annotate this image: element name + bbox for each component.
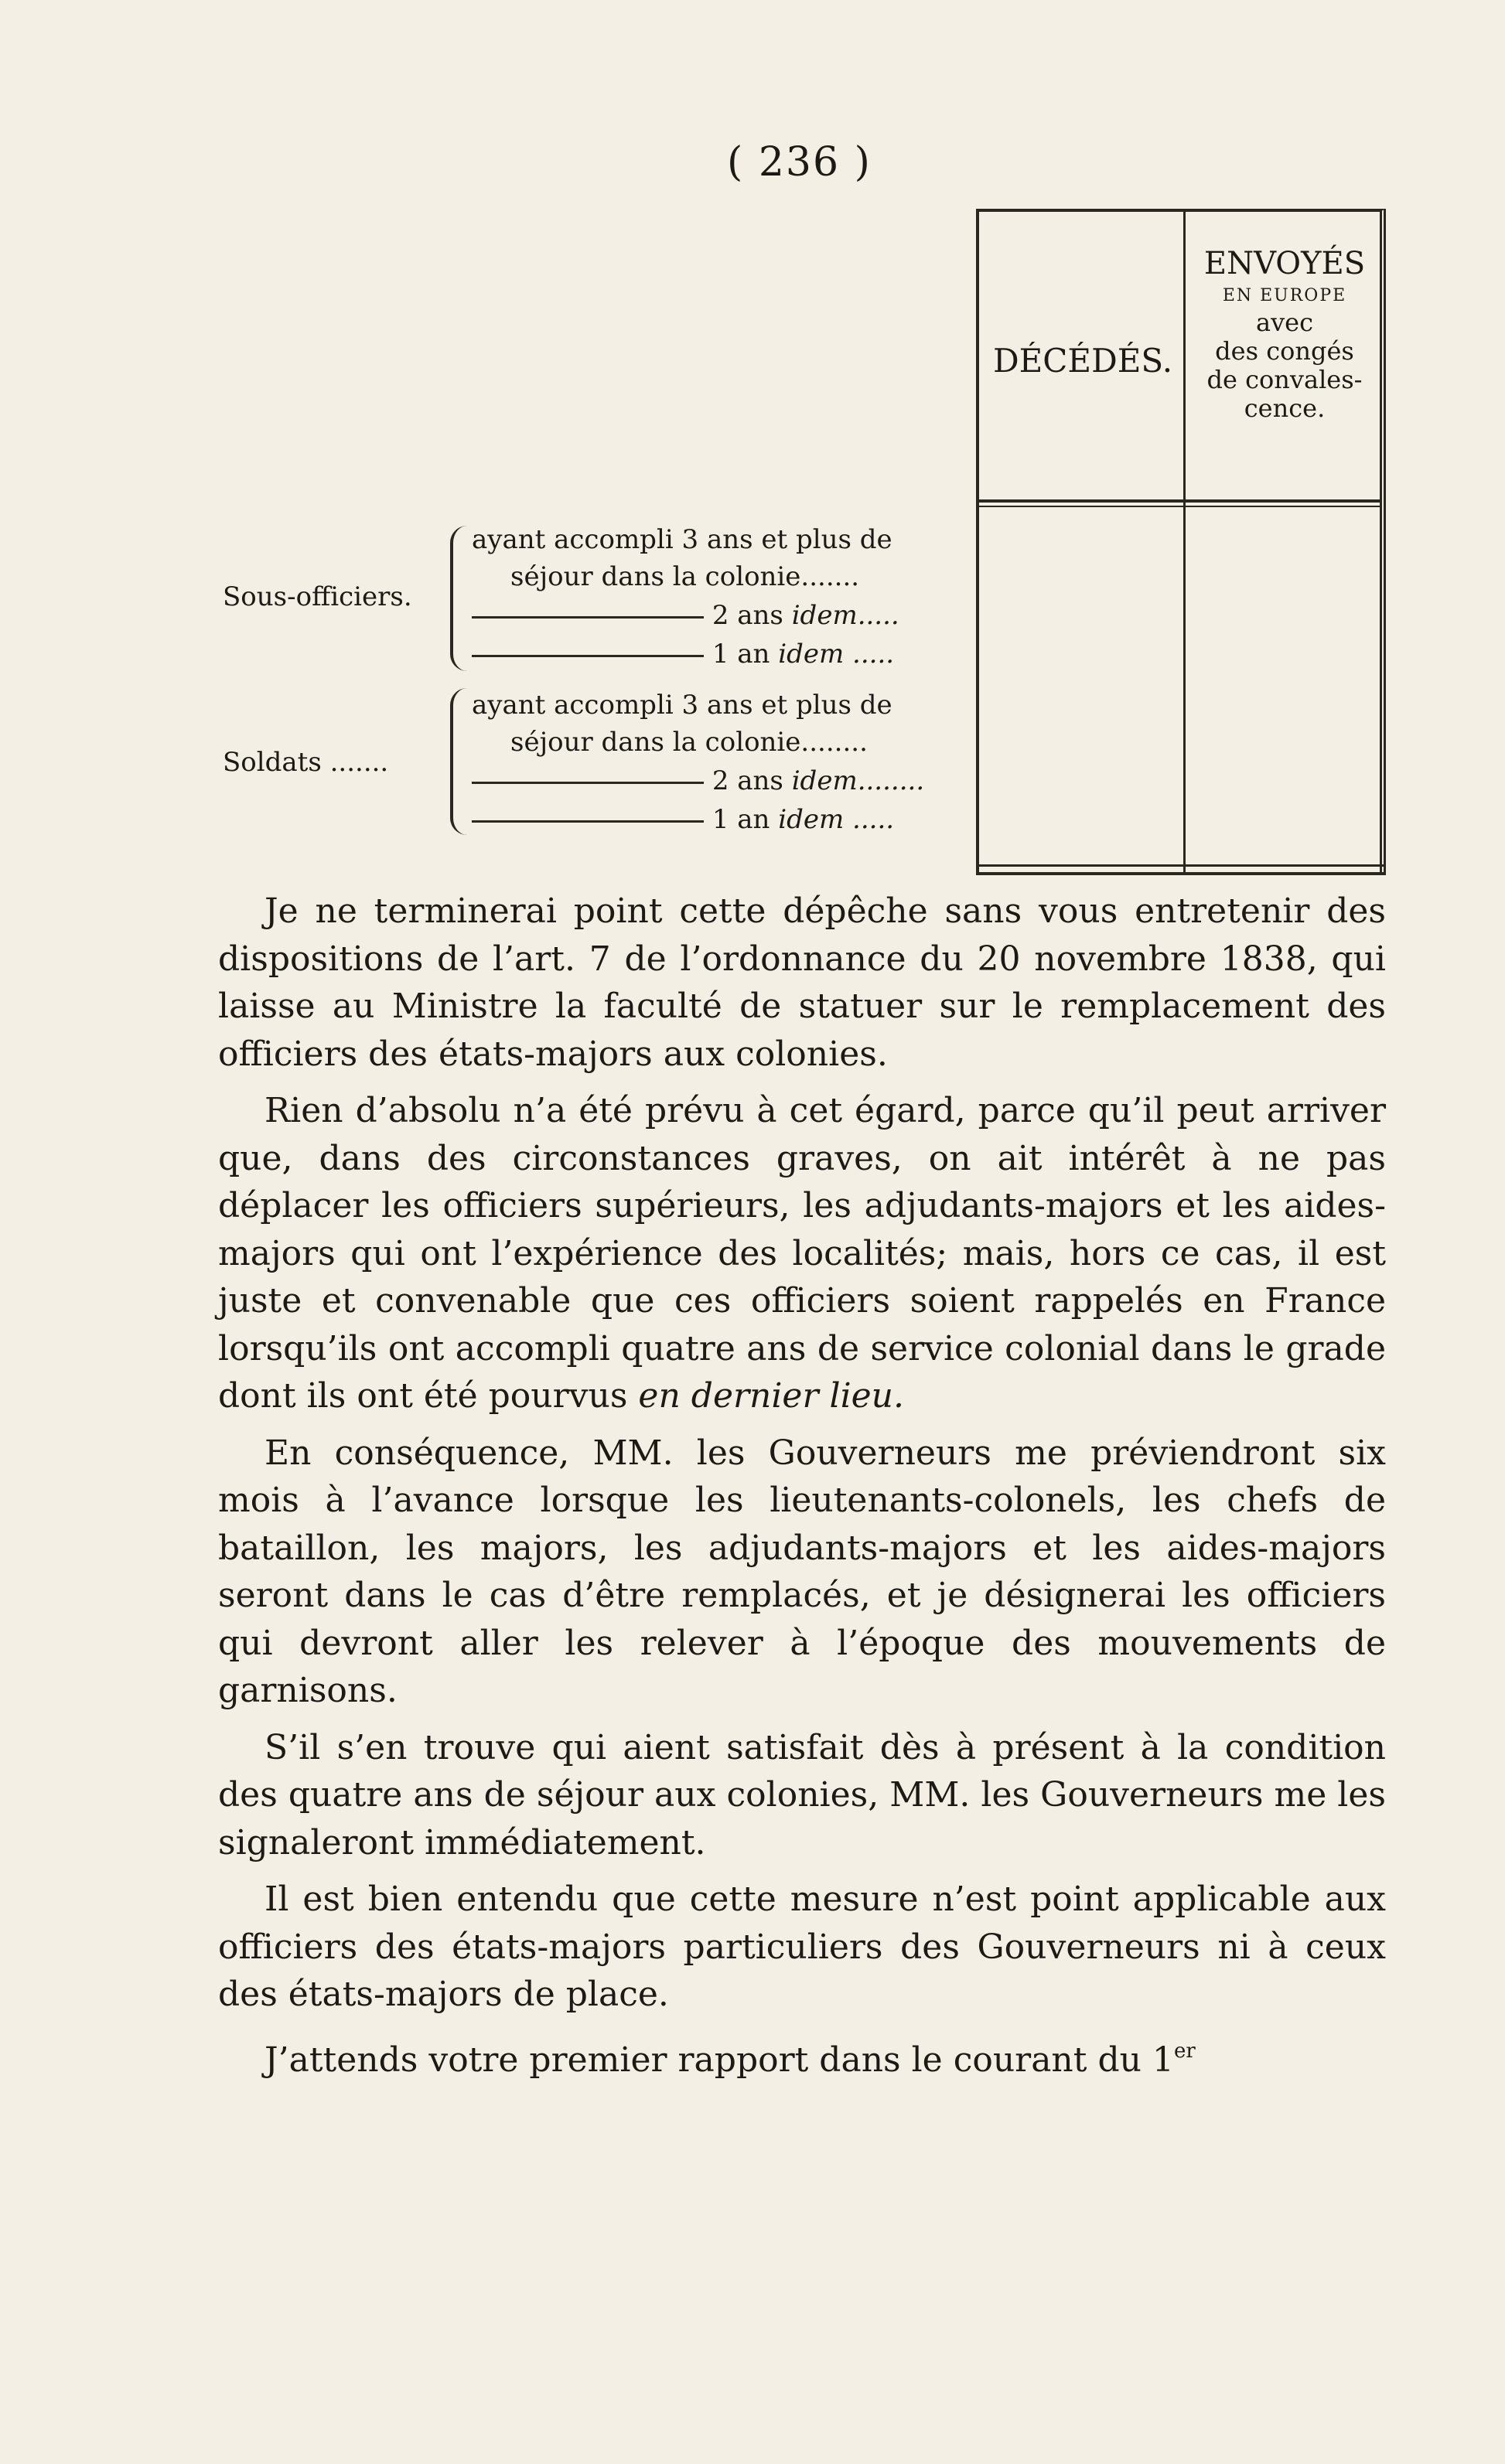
row-value: 2 ans xyxy=(712,765,783,796)
row-sous-officiers-3ans: ayant accompli 3 ans et plus de xyxy=(472,524,892,555)
page-number: ( 236 ) xyxy=(727,139,872,186)
header-envoyes-line4: des congés xyxy=(1215,336,1354,366)
brace-soldats xyxy=(450,688,473,835)
paragraph-2 xyxy=(218,1087,1386,1420)
row-value: 2 ans xyxy=(712,600,783,631)
paragraph-2-italic: en dernier lieu. xyxy=(638,1376,904,1416)
idem-text: idem ..... xyxy=(778,639,895,670)
group-label-soldats: Soldats ....... xyxy=(223,747,389,778)
header-envoyes-line2: EN EUROPE xyxy=(1222,286,1347,305)
group-label-sous-officiers: Sous-officiers. xyxy=(223,581,412,612)
ditto-dash xyxy=(472,820,704,823)
paragraph-2-text: Rien d’absolu n’a été prévu à cet égard, parce qu’il peut arriver que, dans des circonstances graves, on ait intérêt à ne pas déplacer les officiers supérieurs, les adjudants-majors et les aides-majors qui ont l’expérience des localités; mais, hors ce cas, il est juste et convenable que ces officiers soient rappelés en France lorsqu’ils ont accompli quatre ans de service colonial dans le grade dont ils ont été pourvus xyxy=(218,1091,1386,1416)
statistics-table xyxy=(976,209,1386,874)
ditto-dash xyxy=(472,655,704,657)
paragraph-5: Il est bien entendu que cette mesure n’est point applicable aux officiers des états-majors particuliers des Gouverneurs ni à ceux des états-majors de place. xyxy=(218,1880,1386,2014)
body-text xyxy=(218,888,1386,2093)
row-sous-officiers-1an xyxy=(472,639,894,670)
paragraph-6 xyxy=(218,2028,1386,2084)
paragraph-1: Je ne terminerai point cette dépêche sans vous entretenir des dispositions de l’art. 7 de l’ordonnance du 20 novembre 1838, qui laisse au Ministre la faculté de statuer sur le remplacement des officiers des états-majors aux colonies. xyxy=(218,891,1386,1074)
idem-text: idem........ xyxy=(791,765,925,796)
idem-text: idem..... xyxy=(791,600,899,631)
header-rule xyxy=(979,499,1380,507)
row-value: 1 an xyxy=(712,804,770,835)
row-sous-officiers-3ans-cont: séjour dans la colonie....... xyxy=(510,561,860,592)
header-envoyes-line5: de convales- xyxy=(1206,364,1363,394)
row-soldats-3ans-cont: séjour dans la colonie........ xyxy=(510,727,868,758)
row-soldats-2ans xyxy=(472,765,924,796)
brace-sous-officiers xyxy=(450,526,473,671)
paragraph-4: S’il s’en trouve qui aient satisfait dès à présent à la condition des quatre ans de séjour aux colonies, MM. les Gouverneurs me les signaleront immédiatement. xyxy=(218,1727,1386,1862)
paragraph-6-text: J’attends votre premier rapport dans le courant du 1 xyxy=(264,2040,1174,2080)
superscript-er: er xyxy=(1173,2039,1196,2063)
header-envoyes-line1: ENVOYÉS xyxy=(1203,246,1366,281)
header-decedes: DÉCÉDÉS. xyxy=(992,342,1173,380)
table-bottom-rule xyxy=(976,864,1386,875)
column-divider xyxy=(1183,212,1186,874)
header-envoyes-line6: cence. xyxy=(1244,393,1326,423)
row-soldats-1an xyxy=(472,804,894,835)
row-sous-officiers-2ans xyxy=(472,600,899,631)
header-envoyes xyxy=(1189,246,1380,422)
header-envoyes-line3: avec xyxy=(1255,308,1313,338)
row-value: 1 an xyxy=(712,639,770,670)
row-soldats-3ans: ayant accompli 3 ans et plus de xyxy=(472,690,892,721)
ditto-dash xyxy=(472,616,704,619)
paragraph-3: En conséquence, MM. les Gouverneurs me préviendront six mois à l’avance lorsque les lieutenants-colonels, les chefs de bataillon, les majors, les adjudants-majors et les aides-majors seront dans le cas d’être remplacés, et je désignerai les officiers qui devront aller les relever à l’époque des mouvements de garnisons. xyxy=(218,1433,1386,1710)
idem-text: idem ..... xyxy=(778,804,895,835)
ditto-dash xyxy=(472,782,704,784)
